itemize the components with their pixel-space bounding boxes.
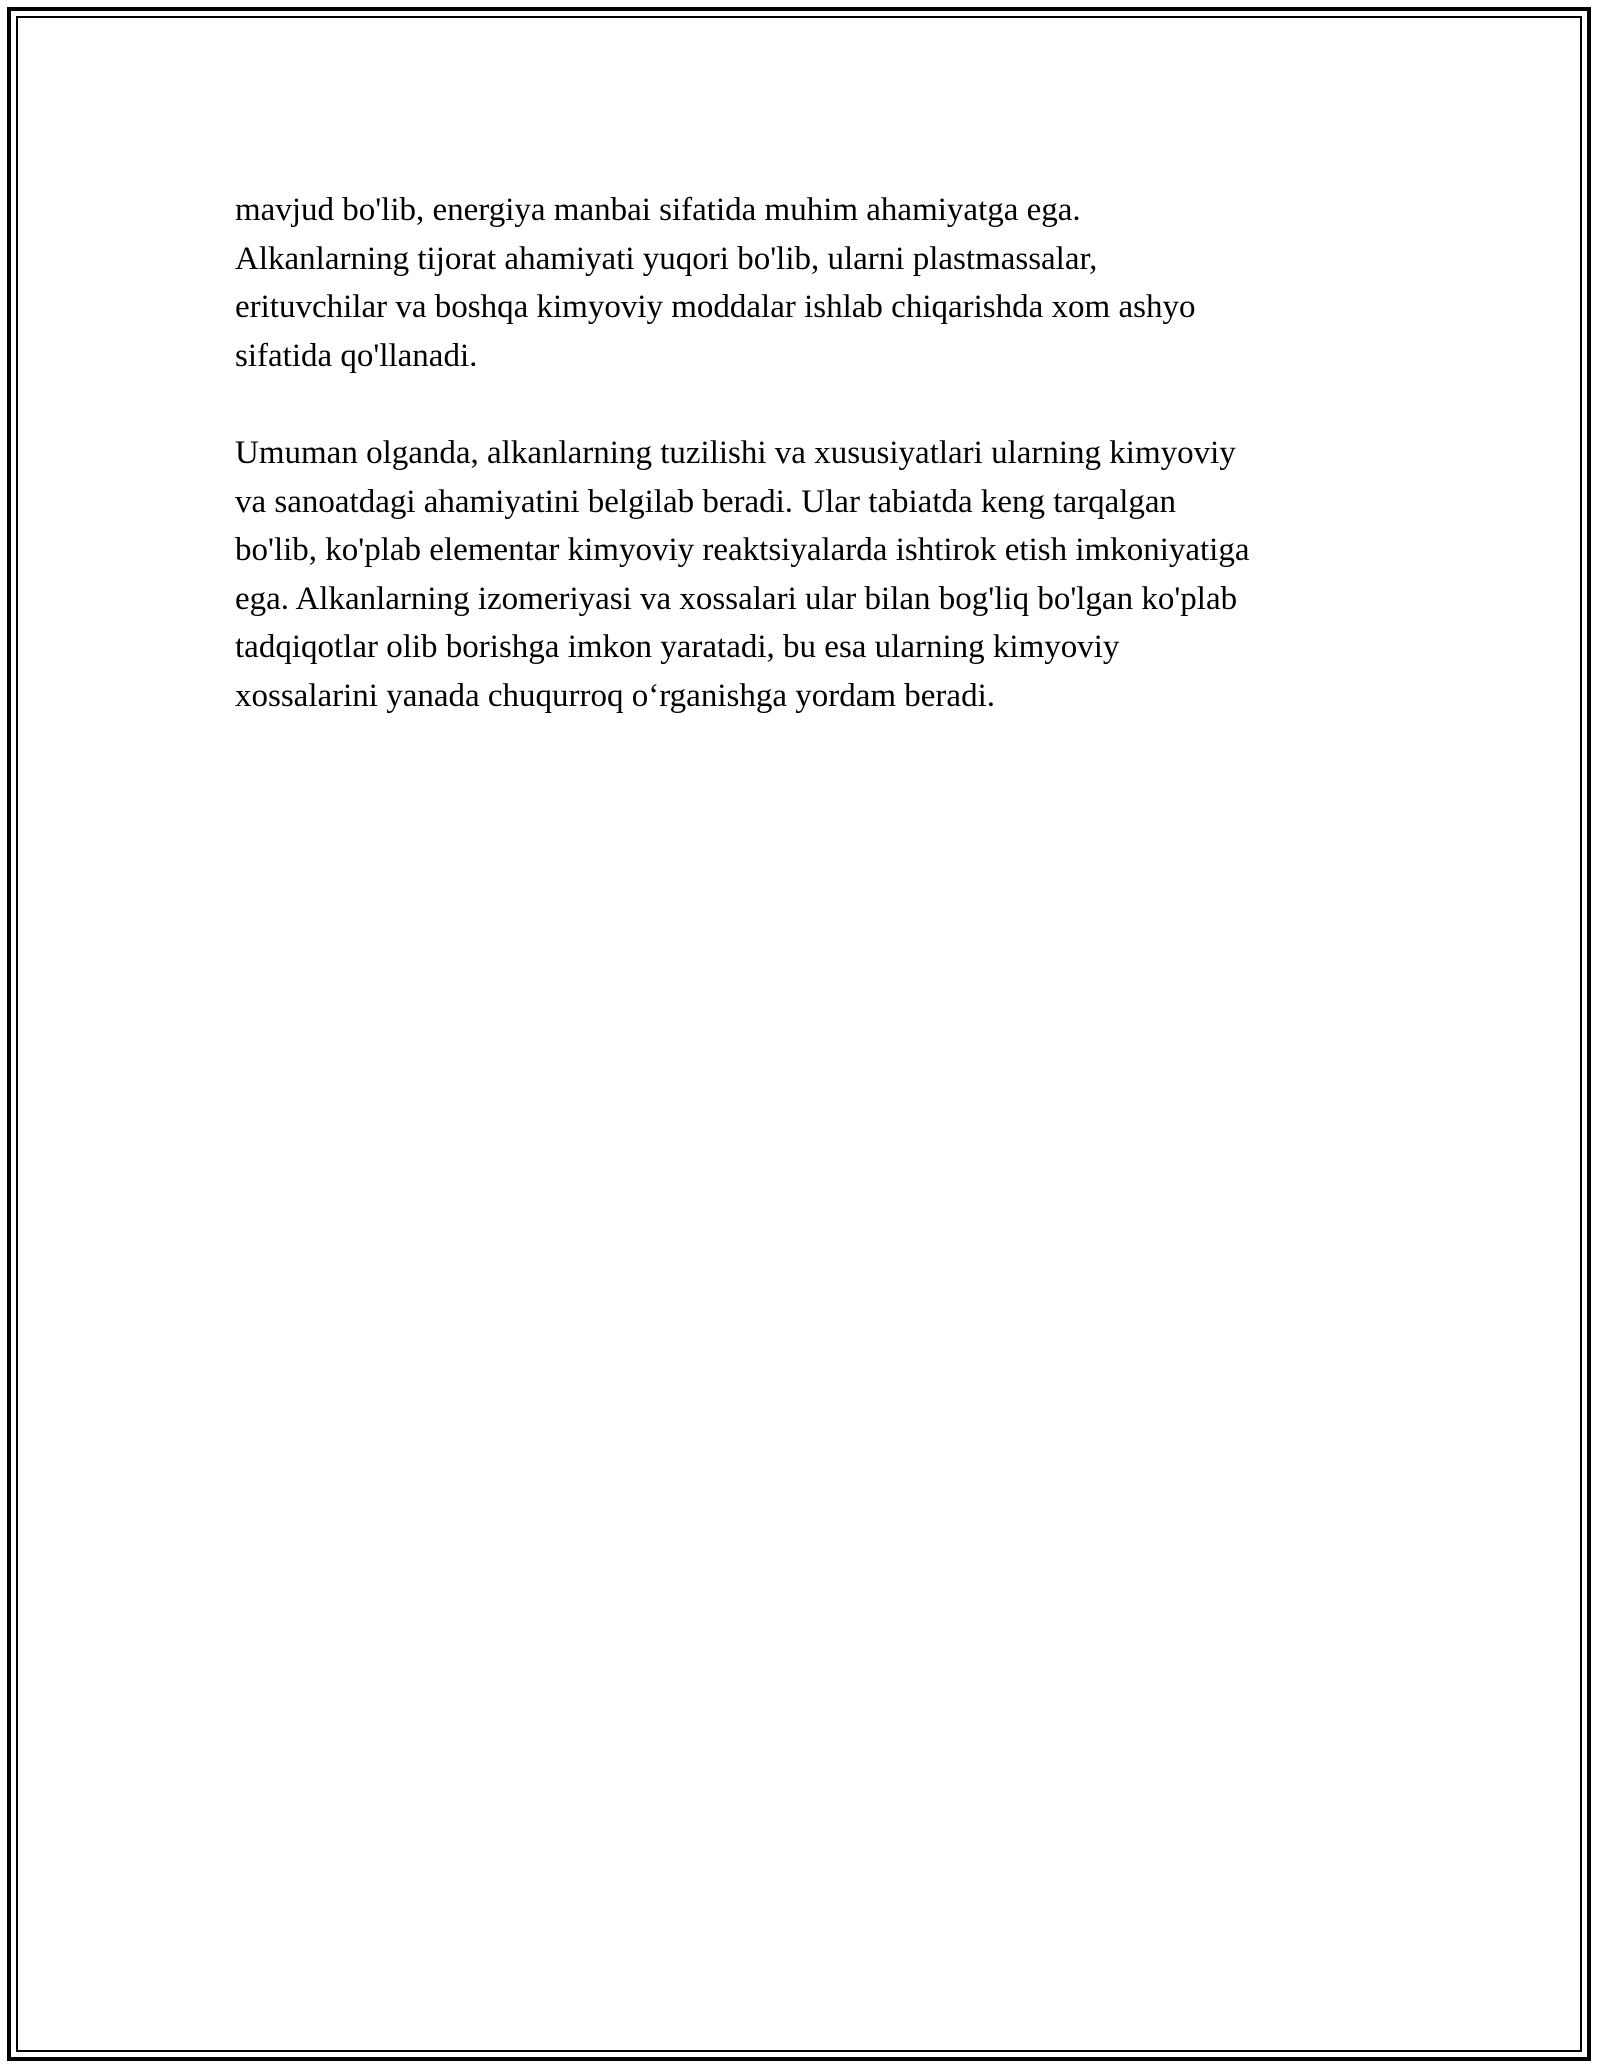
document-body (235, 186, 1370, 720)
paragraph-line: ega. Alkanlarning izomeriyasi va xossalari ular bilan bog'liq bo'lgan ko'plab (235, 580, 1238, 617)
paragraph-line: tadqiqotlar olib borishga imkon yaratadi, bu esa ularning kimyoviy (235, 629, 1120, 665)
paragraph-1 (235, 186, 1370, 380)
paragraph-line: Umuman olganda, alkanlarning tuzilishi va xususiyatlari ularning kimyoviy (235, 435, 1236, 471)
paragraph-line: sifatida qo'llanadi. (235, 337, 478, 374)
paragraph-line: Alkanlarning tijorat ahamiyati yuqori bo'lib, ularni plastmassalar, (235, 240, 1098, 277)
paragraph-line: erituvchilar va boshqa kimyoviy moddalar ishlab chiqarishda xom ashyo (235, 289, 1196, 325)
paragraph-2 (235, 429, 1370, 720)
paragraph-line: va sanoatdagi ahamiyatini belgilab beradi. Ular tabiatda keng tarqalgan (235, 483, 1177, 520)
paragraph-line: xossalarini yanada chuqurroq o‘rganishga yordam beradi. (235, 677, 995, 714)
paragraph-line: bo'lib, ko'plab elementar kimyoviy reaktsiyalarda ishtirok etish imkoniyatiga (235, 532, 1250, 568)
paragraph-line: mavjud bo'lib, energiya manbai sifatida muhim ahamiyatga ega. (235, 192, 1081, 228)
